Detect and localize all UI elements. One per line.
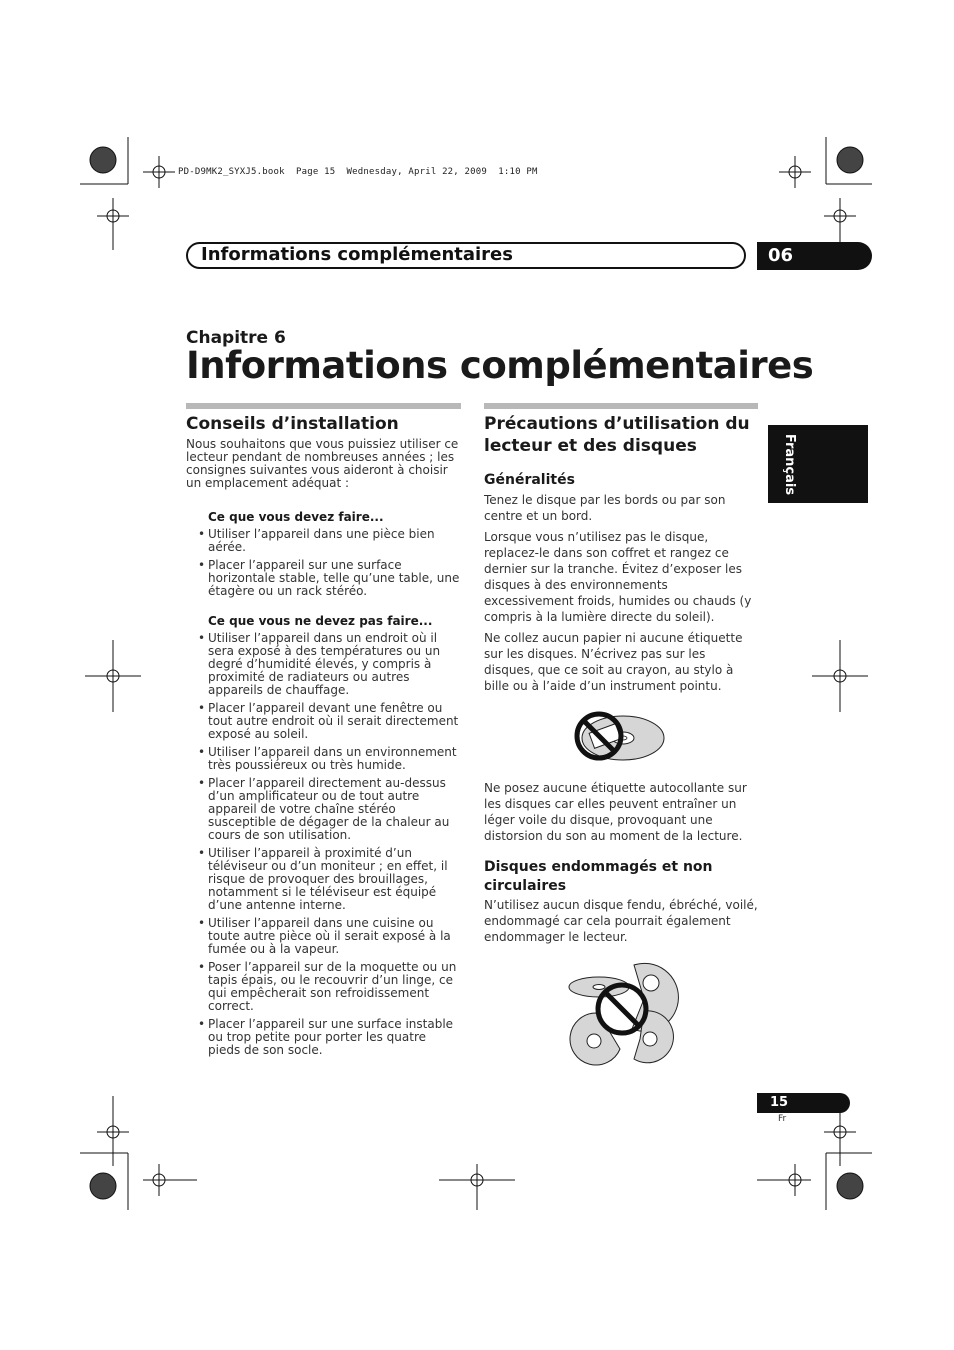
page-number: 15 — [757, 1093, 850, 1113]
language-side-tab — [768, 425, 868, 503]
list-item: • Placer l’appareil sur une surface instable ou trop petite pour porter les quatre pieds de son socle. — [186, 1018, 461, 1057]
list-item: • Utiliser l’appareil dans une pièce bien aérée. — [186, 528, 461, 554]
installation-intro: Nous souhaitons que vous puissiez utiliser ce lecteur pendant de nombreuses années ; les consignes suivantes vous aideront à choisir un emplacement adéquat : — [186, 437, 459, 490]
chapter-label: Chapitre 6 — [186, 328, 286, 348]
print-info-line: PD-D9MK2_SYXJ5.book Page 15 Wednesday, April 22, 2009 1:10 PM — [178, 167, 538, 177]
list-item: • Poser l’appareil sur de la moquette ou un tapis épais, ou le recouvrir d’un linge, ce qui empêcherait son refroidissement correct. — [186, 961, 461, 1013]
general-paragraph-4: Ne posez aucune étiquette autocollante sur les disques car elles peuvent entraîner un léger voile du disque, provoquant une distorsion du son au moment de la lecture. — [484, 781, 747, 843]
do-heading: Ce que vous devez faire... — [208, 510, 384, 524]
list-item: • Placer l’appareil directement au-dessus d’un amplificateur ou de tout autre appareil de votre chaîne stéréo susceptible de dégager de la chaleur au cours de son utilisation. — [186, 777, 461, 842]
no-label-disc-illustration — [484, 706, 758, 770]
section-rule — [186, 403, 461, 409]
general-paragraph-1: Tenez le disque par les bords ou par son centre et un bord. — [484, 493, 726, 523]
damaged-discs-paragraph: N’utilisez aucun disque fendu, ébréché, voilé, endommagé car cela pourrait également endommager le lecteur. — [484, 898, 758, 944]
section-rule — [484, 403, 758, 409]
dont-heading: Ce que vous ne devez pas faire... — [208, 614, 433, 628]
page-language-code: Fr — [778, 1114, 787, 1124]
list-item: • Placer l’appareil devant une fenêtre ou tout autre endroit où il serait directement exposé au soleil. — [186, 702, 461, 741]
list-item: • Utiliser l’appareil dans une cuisine ou toute autre pièce où il serait exposé à la fumée ou à la vapeur. — [186, 917, 461, 956]
list-item: • Placer l’appareil sur une surface horizontale stable, telle qu’une table, une étagère ou un rack stéréo. — [186, 559, 461, 598]
left-column — [186, 403, 461, 1062]
list-item: • Utiliser l’appareil à proximité d’un téléviseur ou d’un moniteur ; en effet, il risque de provoquer des brouillages, notamment si le téléviseur est équipé d’une antenne interne. — [186, 847, 461, 912]
damaged-discs-illustration — [484, 959, 758, 1069]
do-list — [186, 528, 461, 598]
general-heading: Généralités — [484, 472, 575, 488]
language-side-tab-label: Français — [782, 433, 798, 495]
dont-list — [186, 632, 461, 1057]
header-title: Informations complémentaires — [201, 244, 513, 265]
section-heading-installation: Conseils d’installation — [186, 414, 399, 434]
general-paragraph-3: Ne collez aucun papier ni aucune étiquette sur les disques. N’écrivez pas sur les disques, que ce soit au crayon, au stylo à bille ou à l’aide d’un instrument pointu. — [484, 631, 743, 693]
right-column — [484, 403, 758, 1069]
general-paragraph-2: Lorsque vous n’utilisez pas le disque, replacez-le dans son coffret et rangez ce dernier sur la tranche. Évitez d’exposer les disques à des environnements excessivement froids, humides ou chauds (y compris à la lumière directe du soleil). — [484, 530, 752, 624]
damaged-discs-heading: Disques endommagés et non circulaires — [484, 859, 713, 894]
section-heading-precautions: Précautions d’utilisation du lecteur et des disques — [484, 414, 750, 456]
header-chapter-number: 06 — [757, 242, 872, 270]
list-item: • Utiliser l’appareil dans un endroit où il sera exposé à des températures ou un degré d’humidité élevés, y compris à proximité de radiateurs ou autres appareils de chauffage. — [186, 632, 461, 697]
list-item: • Utiliser l’appareil dans un environnement très poussiéreux ou très humide. — [186, 746, 461, 772]
chapter-title: Informations complémentaires — [186, 344, 814, 387]
